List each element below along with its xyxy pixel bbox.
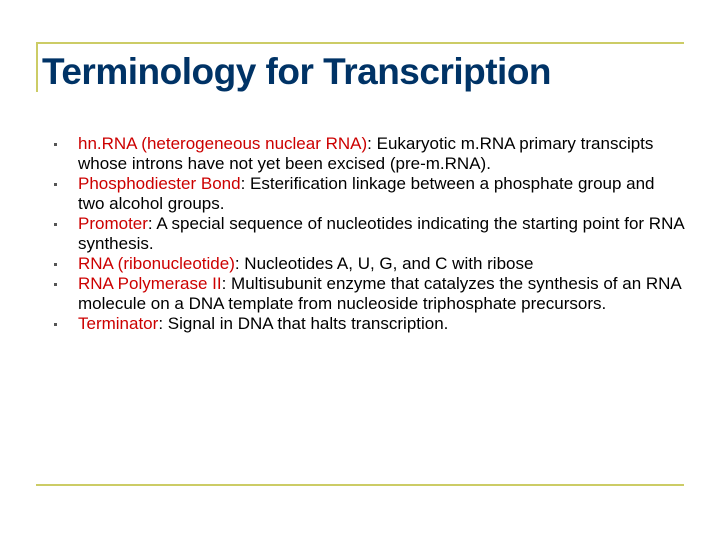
term-label: RNA (ribonucleotide) bbox=[78, 254, 235, 273]
bottom-rule bbox=[36, 484, 684, 486]
bullet-icon bbox=[54, 323, 57, 326]
term-definition: : Eukaryotic m.RNA primary transcipts whose introns have not yet been excised (pre-m.RNA). bbox=[78, 134, 654, 173]
list-item bbox=[54, 174, 684, 214]
list-item bbox=[54, 254, 684, 274]
term-definition: : A special sequence of nucleotides indicating the starting point for RNA synthesis. bbox=[78, 214, 684, 253]
term-definition: : Esterification linkage between a phosphate group and two alcohol groups. bbox=[78, 174, 655, 213]
bullet-icon bbox=[54, 283, 57, 286]
list-item bbox=[54, 314, 684, 334]
term-definition: : Signal in DNA that halts transcription. bbox=[158, 314, 449, 333]
top-rule bbox=[36, 42, 684, 44]
list-item bbox=[54, 274, 684, 314]
term-label: Terminator bbox=[78, 314, 159, 333]
term-label: Promoter bbox=[78, 214, 148, 233]
term-label: RNA Polymerase II bbox=[78, 274, 222, 293]
bullet-icon bbox=[54, 183, 57, 186]
left-rule bbox=[36, 42, 38, 92]
term-definition: : Nucleotides A, U, G, and C with ribose bbox=[234, 254, 534, 273]
term-list bbox=[54, 134, 684, 334]
bullet-icon bbox=[54, 263, 57, 266]
term-label: Phosphodiester Bond bbox=[78, 174, 241, 193]
term-label: hn.RNA (heterogeneous nuclear RNA) bbox=[78, 134, 368, 153]
bullet-icon bbox=[54, 143, 57, 146]
term-definition: : Multisubunit enzyme that catalyzes the synthesis of an RNA molecule on a DNA template from nucleoside triphosphate precursors. bbox=[78, 274, 681, 313]
bullet-icon bbox=[54, 223, 57, 226]
slide-title: Terminology for Transcription bbox=[42, 51, 552, 92]
list-item bbox=[54, 214, 684, 254]
list-item bbox=[54, 134, 684, 174]
